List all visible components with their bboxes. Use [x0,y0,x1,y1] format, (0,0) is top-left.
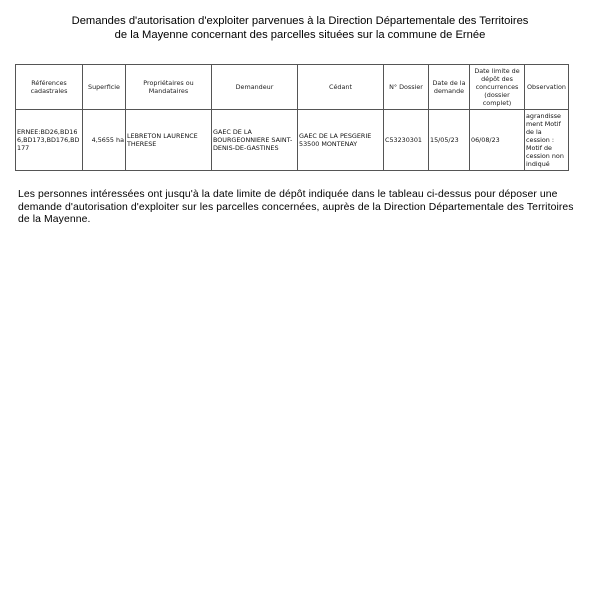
cell-dossier: C53230301 [384,110,429,171]
document-title [30,14,570,42]
deadline-notice: Les personnes intéressées ont jusqu'à la date limite de dépôt indiquée dans le tableau ci-dessus pour déposer une demande d'autorisation d'exploiter sur les parcelles concernées, auprès de la Direction Départementale des Territoires de la Mayenne. [18,189,574,225]
title-line-2: de la Mayenne concernant des parcelles situées sur la commune de Ernée [114,29,486,41]
cell-observation: agrandissement Motif de la cession : Motif de cession non indiqué [525,110,569,171]
cell-cedant: GAEC DE LA PESGERIE 53500 MONTENAY [298,110,384,171]
cell-proprietaires: LEBRETON LAURENCE THERESE [126,110,212,171]
cell-demandeur: GAEC DE LA BOURGEONNIERE SAINT-DENIS-DE-GASTINES [212,110,298,171]
header-superficie: Superficie [83,65,126,110]
header-references: Références cadastrales [16,65,83,110]
cell-date-limite: 06/08/23 [470,110,525,171]
header-demandeur: Demandeur [212,65,298,110]
header-date-limite: Date limite de dépôt des concurrences (dossier complet) [470,65,525,110]
header-proprietaires: Propriétaires ou Mandataires [126,65,212,110]
header-cedant: Cédant [298,65,384,110]
header-dossier: N° Dossier [384,65,429,110]
cell-superficie: 4,5655 ha [83,110,126,171]
cell-references: ERNEE:BD26,BD166,BD173,BD176,BD177 [16,110,83,171]
header-date-demande: Date de la demande [429,65,470,110]
header-observation: Observation [525,65,569,110]
parcels-table [15,64,569,171]
table-row [16,110,569,171]
table-header-row [16,65,569,110]
cell-date-demande: 15/05/23 [429,110,470,171]
title-line-1: Demandes d'autorisation d'exploiter parvenues à la Direction Départementale des Territoires [71,15,529,27]
